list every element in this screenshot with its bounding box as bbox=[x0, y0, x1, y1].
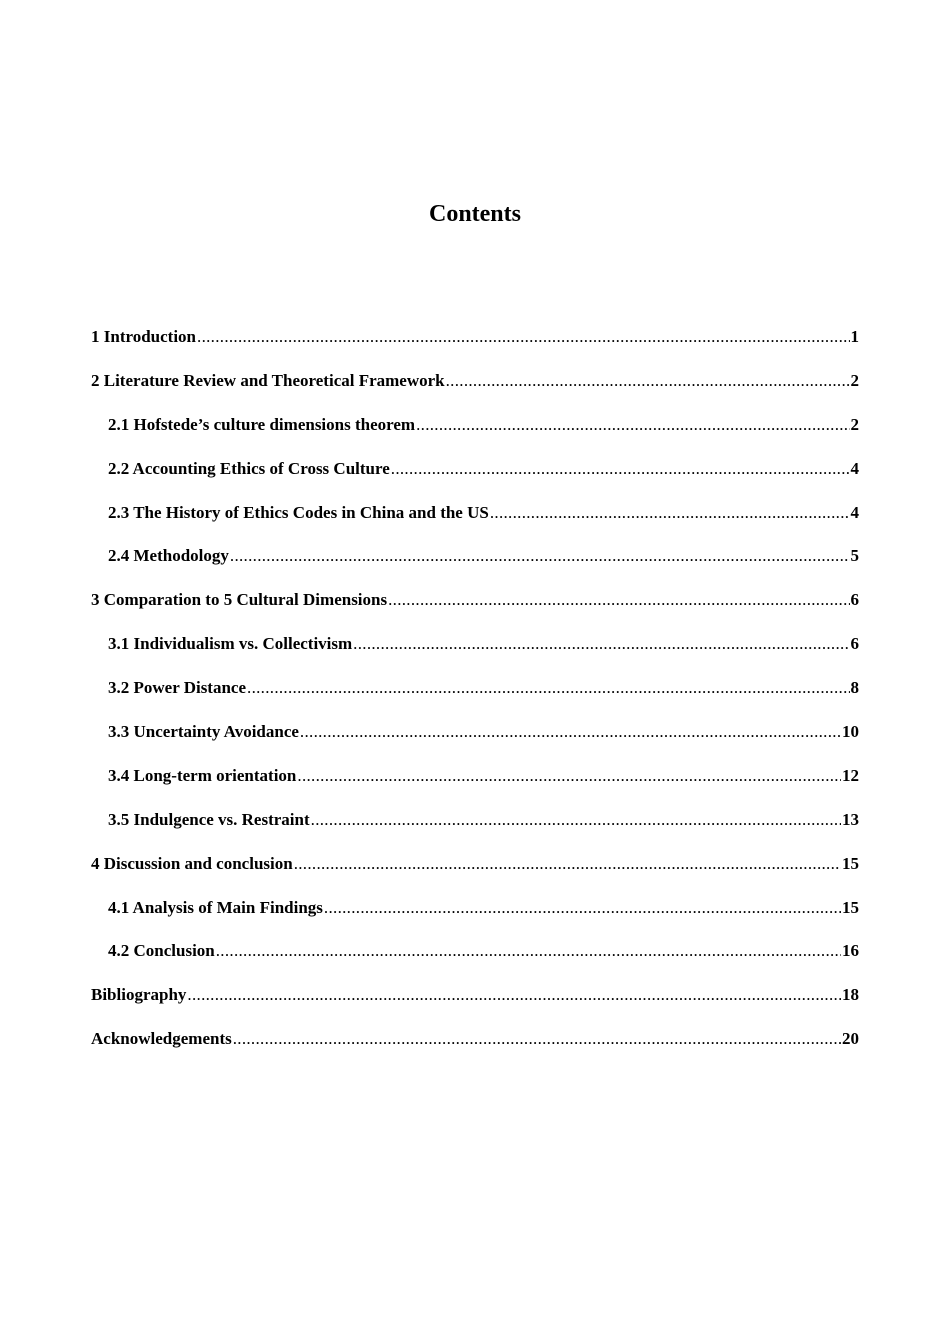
toc-entry-label: Bibliography bbox=[91, 985, 187, 1005]
toc-entry-label: 4.2 Conclusion bbox=[108, 941, 215, 961]
toc-dot-leader bbox=[294, 853, 841, 875]
toc-entry[interactable] bbox=[91, 589, 859, 633]
toc-entry[interactable] bbox=[91, 1028, 859, 1072]
toc-entry-page: 15 bbox=[842, 853, 859, 873]
table-of-contents bbox=[91, 326, 859, 1072]
toc-dot-leader bbox=[300, 721, 841, 743]
toc-entry-page: 13 bbox=[842, 809, 859, 829]
toc-entry[interactable] bbox=[91, 502, 859, 546]
toc-entry-page: 15 bbox=[842, 897, 859, 917]
toc-entry[interactable] bbox=[91, 414, 859, 458]
toc-entry-page: 4 bbox=[850, 458, 859, 478]
toc-entry-page: 20 bbox=[842, 1029, 859, 1049]
toc-entry-page: 5 bbox=[850, 546, 859, 566]
toc-entry-label: 2.4 Methodology bbox=[108, 546, 229, 566]
toc-dot-leader bbox=[216, 940, 841, 962]
toc-entry-page: 18 bbox=[842, 985, 859, 1005]
toc-entry-label: 4.1 Analysis of Main Findings bbox=[108, 897, 323, 917]
toc-entry-page: 2 bbox=[850, 370, 859, 390]
toc-entry-label: 3.2 Power Distance bbox=[108, 678, 247, 698]
toc-entry[interactable] bbox=[91, 765, 859, 809]
toc-entry-label: 3.4 Long-term orientation bbox=[108, 765, 297, 785]
toc-entry[interactable] bbox=[91, 984, 859, 1028]
toc-entry[interactable] bbox=[91, 633, 859, 677]
toc-entry[interactable] bbox=[91, 677, 859, 721]
toc-entry-page: 6 bbox=[850, 634, 859, 654]
toc-entry-label: 4 Discussion and conclusion bbox=[91, 853, 293, 873]
toc-entry[interactable] bbox=[91, 897, 859, 941]
toc-entry[interactable] bbox=[91, 721, 859, 765]
toc-entry-page: 2 bbox=[850, 414, 859, 434]
toc-dot-leader bbox=[311, 809, 841, 831]
toc-entry-page: 1 bbox=[850, 327, 859, 346]
toc-entry[interactable] bbox=[91, 370, 859, 414]
toc-entry[interactable] bbox=[91, 853, 859, 897]
toc-dot-leader bbox=[230, 545, 850, 567]
toc-entry-label: 2.2 Accounting Ethics of Cross Culture bbox=[108, 458, 390, 478]
toc-dot-leader bbox=[297, 765, 841, 787]
toc-dot-leader bbox=[247, 677, 849, 699]
toc-entry-label: 1 Introduction bbox=[91, 327, 197, 346]
toc-entry-label: 2 Literature Review and Theoretical Framework bbox=[91, 370, 445, 390]
toc-entry-page: 8 bbox=[850, 678, 859, 698]
toc-title: Contents bbox=[428, 201, 521, 227]
toc-dot-leader bbox=[197, 326, 849, 348]
toc-entry[interactable] bbox=[91, 940, 859, 984]
toc-entry-page: 6 bbox=[850, 590, 859, 610]
toc-entry-page: 12 bbox=[842, 765, 859, 785]
toc-entry-page: 16 bbox=[842, 941, 859, 961]
toc-entry-label: 2.1 Hofstede’s culture dimensions theorem bbox=[108, 414, 416, 434]
toc-dot-leader bbox=[187, 984, 841, 1006]
toc-entry-label: Acknowledgements bbox=[91, 1029, 232, 1049]
toc-entry-label: 3.1 Individualism vs. Collectivism bbox=[108, 634, 353, 654]
toc-entry[interactable] bbox=[91, 809, 859, 853]
toc-dot-leader bbox=[353, 633, 849, 655]
toc-dot-leader bbox=[388, 589, 849, 611]
toc-dot-leader bbox=[446, 370, 850, 392]
toc-entry[interactable] bbox=[91, 458, 859, 502]
toc-dot-leader bbox=[391, 458, 850, 480]
toc-entry-label: 3.3 Uncertainty Avoidance bbox=[108, 722, 299, 742]
toc-entry[interactable] bbox=[91, 326, 859, 370]
toc-entry-page: 10 bbox=[842, 722, 859, 742]
toc-entry-label: 2.3 The History of Ethics Codes in China and the US bbox=[108, 502, 489, 522]
toc-dot-leader bbox=[233, 1028, 841, 1050]
toc-entry-page: 4 bbox=[850, 502, 859, 522]
toc-dot-leader bbox=[324, 897, 841, 919]
toc-entry-label: 3.5 Indulgence vs. Restraint bbox=[108, 809, 310, 829]
toc-entry[interactable] bbox=[91, 545, 859, 589]
toc-dot-leader bbox=[490, 502, 850, 524]
toc-entry-label: 3 Comparation to 5 Cultural Dimensions bbox=[91, 590, 388, 610]
toc-dot-leader bbox=[416, 414, 849, 436]
